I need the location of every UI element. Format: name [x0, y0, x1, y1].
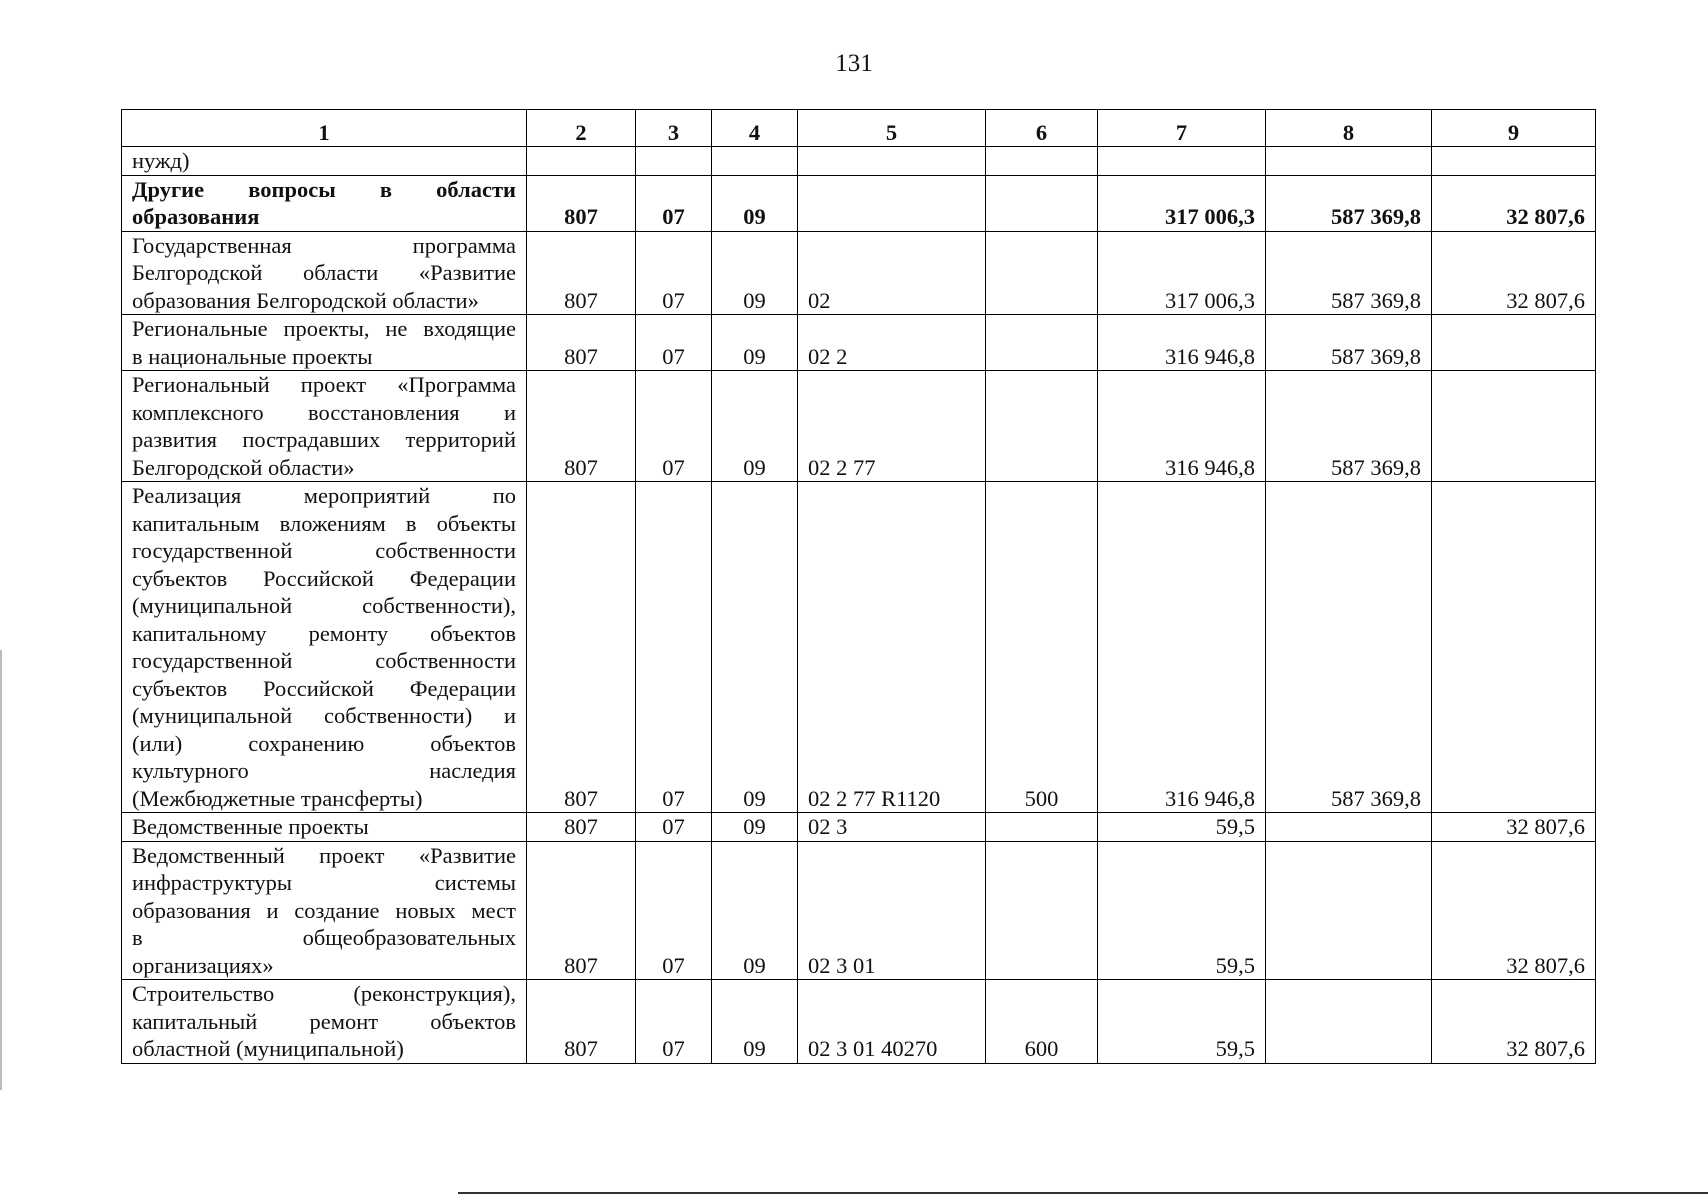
item-name-line: (или) сохранению объектов	[132, 730, 516, 756]
header-cell: 4	[712, 110, 798, 147]
cell-expense-type-code	[986, 315, 1098, 371]
cell-amount-col8: 587 369,8	[1266, 175, 1432, 231]
item-name-line: Региональные проекты, не входящие	[132, 316, 516, 341]
item-name-line: нужд)	[132, 148, 190, 173]
cell-item-name	[122, 371, 527, 482]
cell-amount-col9: 32 807,6	[1432, 231, 1596, 315]
cell-amount-col9: 32 807,6	[1432, 813, 1596, 842]
cell-section-code: 07	[636, 841, 712, 980]
scan-edge-mark	[0, 650, 2, 1090]
table-row	[122, 315, 1596, 371]
cell-amount-col8: 587 369,8	[1266, 371, 1432, 482]
cell-item-name	[122, 841, 527, 980]
item-name-line: Региональный проект «Программа	[132, 372, 516, 397]
cell-amount-col9: 32 807,6	[1432, 175, 1596, 231]
cell-section-code: 07	[636, 175, 712, 231]
table-row	[122, 980, 1596, 1064]
table-row	[122, 231, 1596, 315]
item-name-line: Ведомственный проект «Развитие	[132, 842, 516, 868]
table-row	[122, 371, 1596, 482]
cell-section-code: 07	[636, 315, 712, 371]
cell-item-name	[122, 813, 527, 842]
cell-target-item-code: 02 3	[798, 813, 986, 842]
cell-ministry-code: 807	[527, 841, 636, 980]
cell-amount-col7	[1098, 147, 1266, 176]
cell-amount-col7: 317 006,3	[1098, 231, 1266, 315]
cell-subsection-code: 09	[712, 371, 798, 482]
cell-amount-col9: 32 807,6	[1432, 980, 1596, 1064]
header-row	[122, 110, 1596, 147]
cell-amount-col7: 317 006,3	[1098, 175, 1266, 231]
item-name-line: Другие вопросы в области	[132, 176, 516, 202]
cell-amount-col7: 59,5	[1098, 841, 1266, 980]
item-name-line: образования и создание новых мест	[132, 897, 516, 923]
cell-amount-col8	[1266, 980, 1432, 1064]
item-name-line: Ведомственные проекты	[132, 814, 369, 839]
cell-amount-col7: 59,5	[1098, 980, 1266, 1064]
cell-amount-col8	[1266, 813, 1432, 842]
cell-expense-type-code	[986, 147, 1098, 176]
cell-expense-type-code	[986, 371, 1098, 482]
item-name-line: Белгородской области «Развитие	[132, 260, 516, 285]
cell-ministry-code: 807	[527, 231, 636, 315]
item-name-line: Реализация мероприятий по	[132, 483, 516, 508]
cell-expense-type-code	[986, 841, 1098, 980]
cell-subsection-code	[712, 147, 798, 176]
cell-ministry-code: 807	[527, 315, 636, 371]
header-cell: 9	[1432, 110, 1596, 147]
table-row	[122, 813, 1596, 842]
cell-expense-type-code	[986, 231, 1098, 315]
table-row	[122, 147, 1596, 176]
cell-section-code: 07	[636, 482, 712, 813]
item-name-line: Строительство (реконструкция),	[132, 981, 516, 1006]
header-cell: 1	[122, 110, 527, 147]
cell-ministry-code: 807	[527, 371, 636, 482]
page-number: 131	[835, 50, 873, 77]
item-name-line: Белгородской области»	[132, 454, 355, 480]
cell-amount-col8: 587 369,8	[1266, 315, 1432, 371]
item-name-line: в национальные проекты	[132, 343, 373, 369]
cell-amount-col9	[1432, 482, 1596, 813]
item-name-line: субъектов Российской Федерации	[132, 675, 516, 701]
cell-section-code: 07	[636, 231, 712, 315]
item-name-line: (Межбюджетные трансферты)	[132, 785, 423, 811]
cell-amount-col9	[1432, 315, 1596, 371]
cell-section-code: 07	[636, 371, 712, 482]
header-cell: 7	[1098, 110, 1266, 147]
item-name-line: областной (муниципальной)	[132, 1036, 404, 1061]
cell-item-name	[122, 980, 527, 1064]
cell-target-item-code: 02 3 01	[798, 841, 986, 980]
item-name-line: (муниципальной собственности),	[132, 593, 516, 618]
cell-target-item-code: 02 2	[798, 315, 986, 371]
budget-table	[121, 109, 1596, 1064]
table-row	[122, 482, 1596, 813]
header-cell: 5	[798, 110, 986, 147]
scan-bottom-line	[458, 1192, 1708, 1194]
cell-amount-col8	[1266, 841, 1432, 980]
cell-ministry-code	[527, 147, 636, 176]
header-cell: 6	[986, 110, 1098, 147]
item-name-line: (муниципальной собственности) и	[132, 703, 516, 728]
item-name-line: организациях»	[132, 952, 274, 978]
cell-amount-col7: 59,5	[1098, 813, 1266, 842]
table-row	[122, 841, 1596, 980]
cell-item-name	[122, 231, 527, 315]
cell-amount-col8	[1266, 147, 1432, 176]
item-name-line: комплексного восстановления и	[132, 399, 516, 425]
cell-ministry-code: 807	[527, 813, 636, 842]
item-name-line: развития пострадавших территорий	[132, 427, 516, 452]
cell-amount-col9	[1432, 147, 1596, 176]
cell-ministry-code: 807	[527, 175, 636, 231]
cell-target-item-code	[798, 147, 986, 176]
cell-subsection-code: 09	[712, 841, 798, 980]
item-name-line: культурного наследия	[132, 758, 516, 783]
cell-item-name	[122, 315, 527, 371]
cell-item-name	[122, 175, 527, 231]
header-cell: 3	[636, 110, 712, 147]
item-name-line: образования	[132, 204, 260, 229]
cell-ministry-code: 807	[527, 980, 636, 1064]
cell-expense-type-code: 500	[986, 482, 1098, 813]
item-name-line: инфраструктуры системы	[132, 870, 516, 895]
cell-subsection-code: 09	[712, 813, 798, 842]
item-name-line: капитальным вложениям в объекты	[132, 510, 516, 536]
cell-subsection-code: 09	[712, 482, 798, 813]
cell-amount-col7: 316 946,8	[1098, 371, 1266, 482]
cell-item-name	[122, 482, 527, 813]
item-name-line: образования Белгородской области»	[132, 287, 479, 313]
cell-expense-type-code: 600	[986, 980, 1098, 1064]
item-name-line: государственной собственности	[132, 538, 516, 563]
cell-item-name	[122, 147, 527, 176]
cell-subsection-code: 09	[712, 980, 798, 1064]
cell-section-code: 07	[636, 980, 712, 1064]
cell-amount-col7: 316 946,8	[1098, 482, 1266, 813]
item-name-line: Государственная программа	[132, 232, 516, 258]
item-name-line: в общеобразовательных	[132, 925, 516, 950]
cell-expense-type-code	[986, 175, 1098, 231]
cell-target-item-code	[798, 175, 986, 231]
item-name-line: капитальному ремонту объектов	[132, 620, 516, 646]
cell-section-code: 07	[636, 813, 712, 842]
item-name-line: субъектов Российской Федерации	[132, 565, 516, 591]
cell-subsection-code: 09	[712, 175, 798, 231]
table-body	[122, 147, 1596, 1064]
cell-amount-col9	[1432, 371, 1596, 482]
cell-amount-col9: 32 807,6	[1432, 841, 1596, 980]
cell-target-item-code: 02 2 77	[798, 371, 986, 482]
header-cell: 2	[527, 110, 636, 147]
cell-subsection-code: 09	[712, 315, 798, 371]
cell-target-item-code: 02 3 01 40270	[798, 980, 986, 1064]
cell-section-code	[636, 147, 712, 176]
cell-target-item-code: 02	[798, 231, 986, 315]
cell-amount-col8: 587 369,8	[1266, 231, 1432, 315]
item-name-line: государственной собственности	[132, 648, 516, 673]
item-name-line: капитальный ремонт объектов	[132, 1008, 516, 1034]
header-cell: 8	[1266, 110, 1432, 147]
cell-expense-type-code	[986, 813, 1098, 842]
cell-ministry-code: 807	[527, 482, 636, 813]
cell-target-item-code: 02 2 77 R1120	[798, 482, 986, 813]
cell-amount-col7: 316 946,8	[1098, 315, 1266, 371]
table-row	[122, 175, 1596, 231]
cell-amount-col8: 587 369,8	[1266, 482, 1432, 813]
cell-subsection-code: 09	[712, 231, 798, 315]
